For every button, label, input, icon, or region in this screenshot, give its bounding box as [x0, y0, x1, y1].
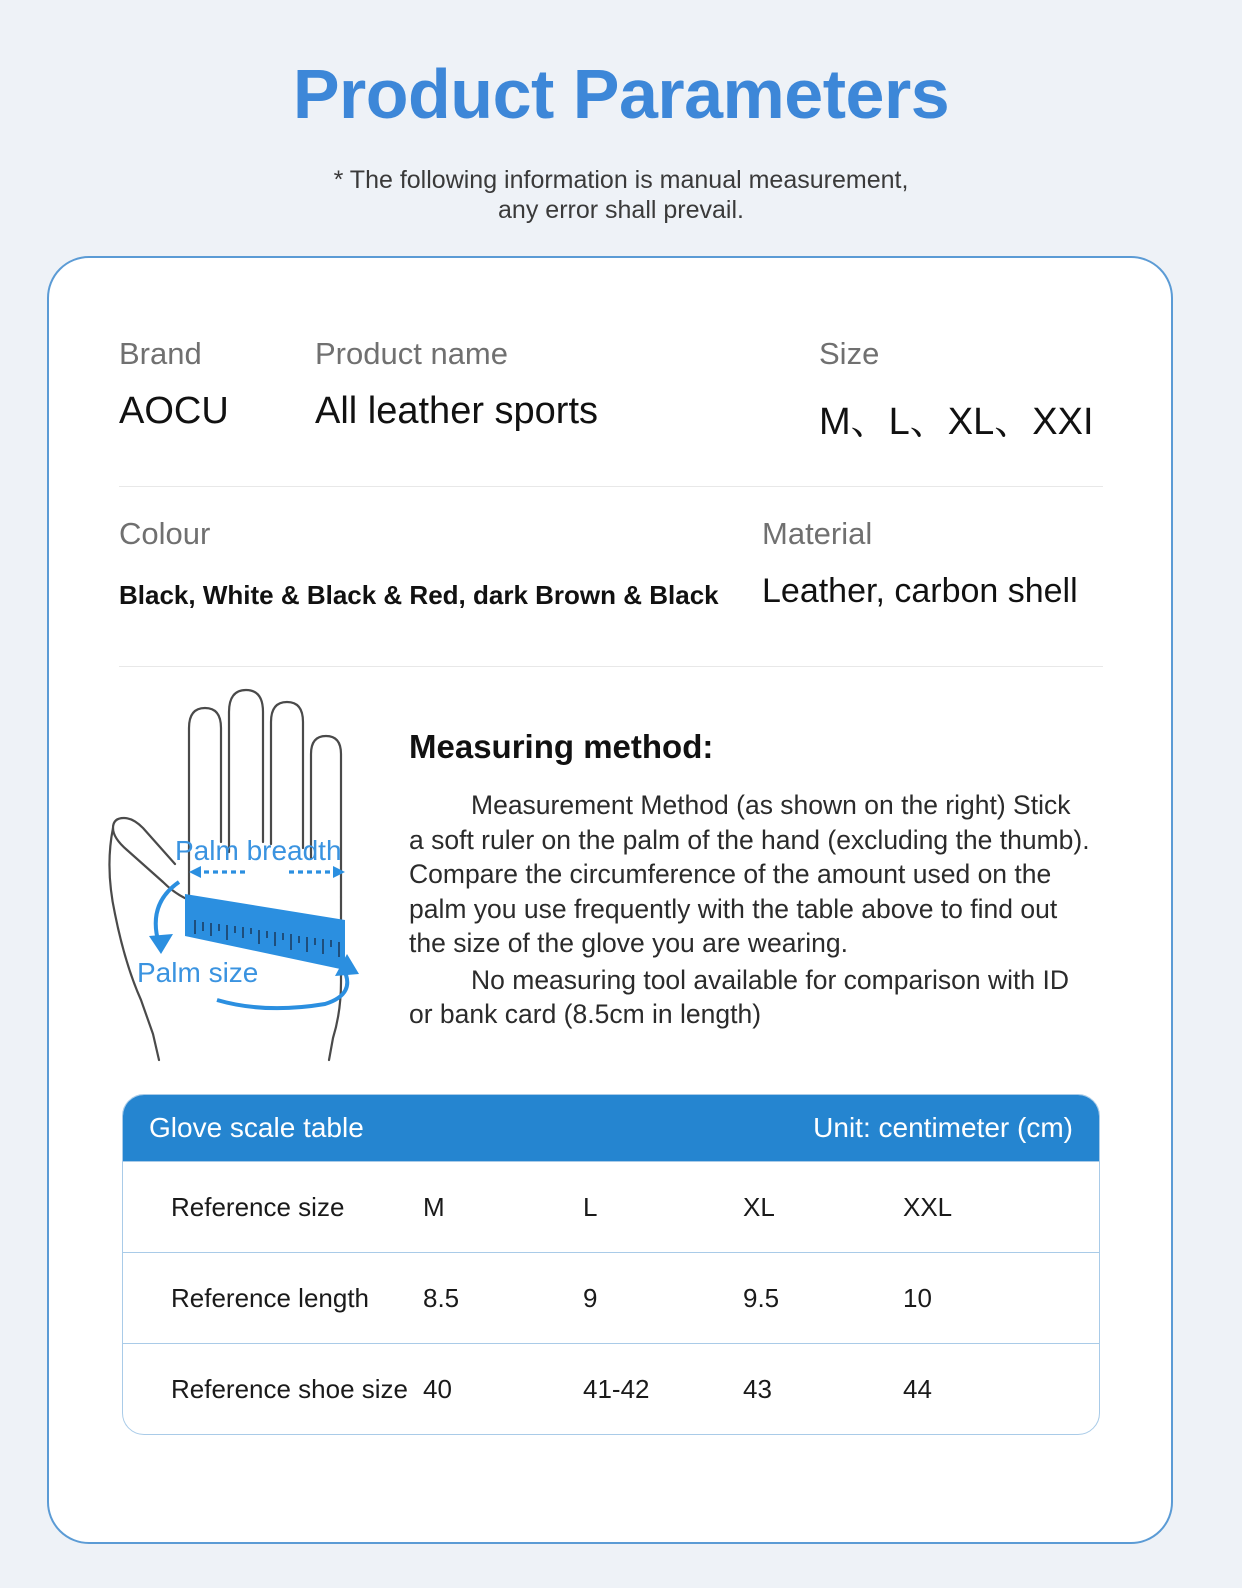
table-row-header: Reference shoe size — [171, 1373, 409, 1404]
table-cell: 9 — [583, 1282, 598, 1313]
table-cell: 43 — [743, 1373, 772, 1404]
spec-material-value: Leather, carbon shell — [762, 572, 1078, 610]
palm-size-label-text — [97, 1062, 98, 1063]
spec-size-label: Size — [819, 336, 880, 371]
measuring-method-title: Measuring method: — [409, 728, 714, 765]
glove-scale-table — [122, 1094, 1100, 1435]
measuring-method-block — [409, 728, 1091, 1032]
spec-size-value: M、L、XL、XXI — [819, 401, 1094, 443]
page-subtitle — [0, 165, 1242, 225]
spec-brand — [119, 336, 229, 433]
table-row — [123, 1252, 1099, 1343]
measuring-method-paragraph-2: No measuring tool available for comparison with ID or bank card (8.5cm in length) — [409, 964, 1069, 1029]
table-row-header: Reference size — [171, 1191, 345, 1222]
table-cell: 41-42 — [583, 1373, 650, 1404]
page-title: Product Parameters — [292, 55, 950, 133]
spec-divider-bottom — [119, 666, 1103, 667]
spec-product-name-value: All leather sports — [315, 390, 599, 432]
hand-measurement-diagram — [97, 682, 417, 1062]
page-subtitle-line-2: any error shall prevail. — [498, 196, 744, 224]
spec-size — [819, 336, 1094, 445]
spec-colour — [119, 516, 719, 611]
table-cell: XXL — [903, 1191, 953, 1222]
table-row — [123, 1161, 1099, 1252]
table-cell: 9.5 — [743, 1282, 780, 1313]
palm-breadth-label-text — [97, 1062, 98, 1063]
glove-scale-table-title: Glove scale table — [149, 1112, 364, 1143]
table-cell: 8.5 — [423, 1282, 460, 1313]
spec-material-label: Material — [762, 516, 873, 551]
glove-scale-table-header — [123, 1095, 1099, 1161]
table-cell: L — [583, 1191, 598, 1222]
table-cell: 44 — [903, 1373, 932, 1404]
spec-product-name-label: Product name — [315, 336, 508, 371]
spec-material — [762, 516, 1078, 611]
table-cell: M — [423, 1191, 445, 1222]
table-row-header: Reference length — [171, 1282, 370, 1313]
table-cell: XL — [743, 1191, 775, 1222]
spec-product-name — [315, 336, 598, 433]
table-cell: 10 — [903, 1282, 932, 1313]
palm-size-label: Palm size — [137, 957, 259, 988]
spec-colour-label: Colour — [119, 516, 211, 551]
spec-divider-top — [119, 486, 1103, 487]
spec-brand-label: Brand — [119, 336, 202, 371]
spec-brand-value: AOCU — [119, 390, 229, 432]
glove-scale-table-unit: Unit: centimeter (cm) — [813, 1112, 1073, 1143]
table-row — [123, 1343, 1099, 1434]
palm-breadth-label: Palm breadth — [175, 835, 342, 866]
measuring-method-paragraph-1: Measurement Method (as shown on the right) Stick a soft ruler on the palm of the hand (excluding the thumb). Compare the circumference of the amount used on the palm you use frequently with the table above to find out the size of the glove you are wearing. — [409, 790, 1090, 958]
page-subtitle-line-1: * The following information is manual measurement, — [333, 166, 909, 194]
table-cell: 40 — [423, 1373, 452, 1404]
spec-colour-value: Black, White & Black & Red, dark Brown & Black — [119, 580, 719, 610]
parameters-card — [47, 256, 1173, 1544]
